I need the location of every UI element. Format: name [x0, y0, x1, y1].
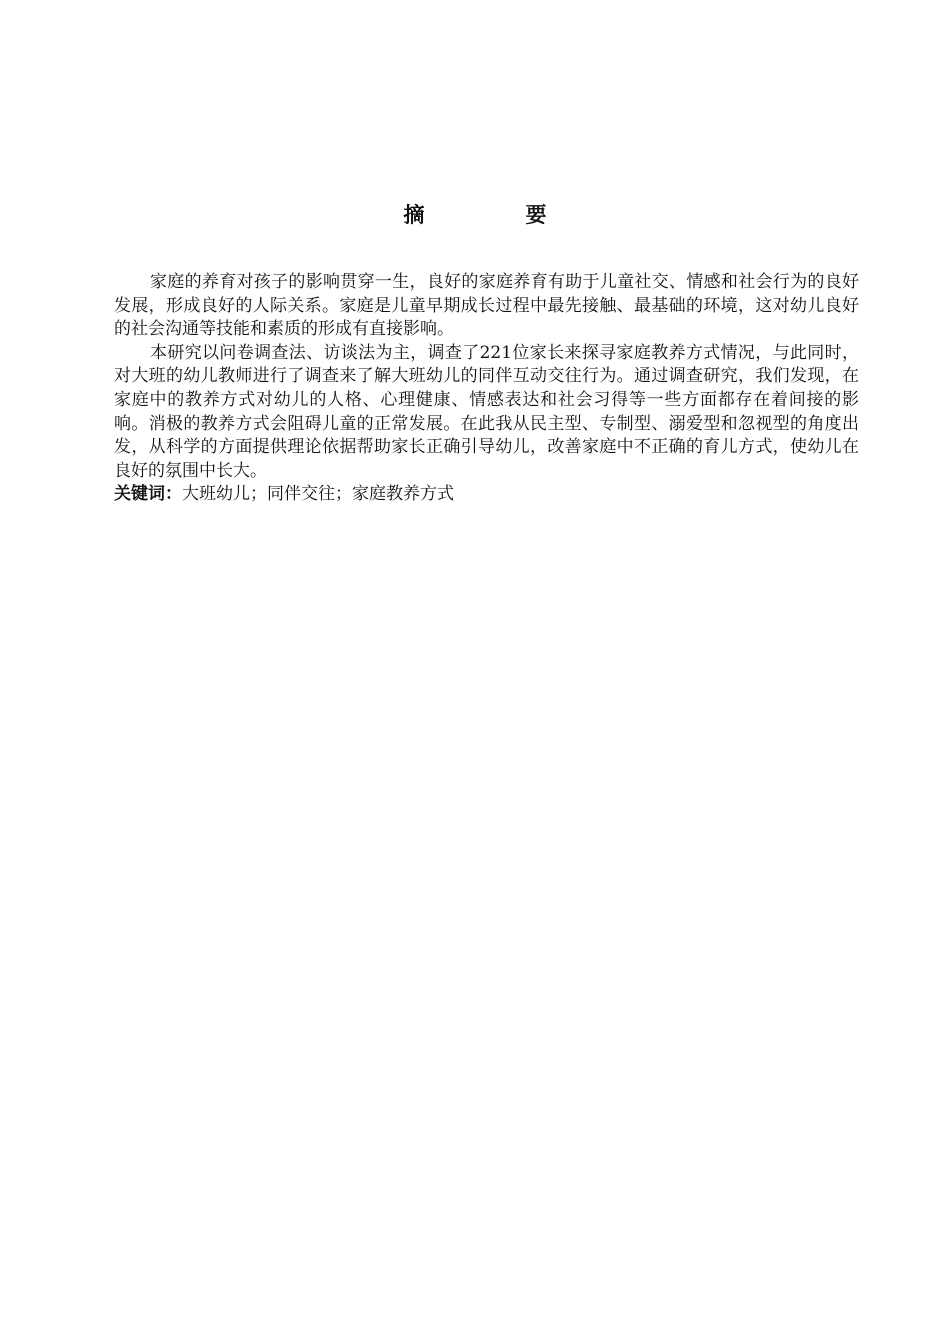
keywords-label: 关键词：	[114, 484, 182, 505]
abstract-paragraph-1: 家庭的养育对孩子的影响贯穿一生，良好的家庭养育有助于儿童社交、情感和社会行为的良好发展，形成良好的人际关系。家庭是儿童早期成长过程中最先接触、最基础的环境，这对幼儿良好的社会沟通等技能和素质的形成有直接影响。	[114, 272, 859, 340]
abstract-paragraph-2: 本研究以问卷调查法、访谈法为主，调查了221位家长来探寻家庭教养方式情况，与此同时，对大班的幼儿教师进行了调查来了解大班幼儿的同伴互动交往行为。通过调查研究，我们发现，在家庭中的教养方式对幼儿的人格、心理健康、情感表达和社会习得等一些方面都存在着间接的影响。消极的教养方式会阻碍儿童的正常发展。在此我从民主型、专制型、溺爱型和忽视型的角度出发，从科学的方面提供理论依据帮助家长正确引导幼儿，改善家庭中不正确的育儿方式，使幼儿在良好的氛围中长大。	[114, 342, 859, 481]
abstract-body	[114, 271, 859, 507]
abstract-title: 摘 要	[403, 203, 587, 227]
keywords-line	[114, 483, 859, 507]
keywords-value: 大班幼儿；同伴交往；家庭教养方式	[182, 484, 454, 505]
